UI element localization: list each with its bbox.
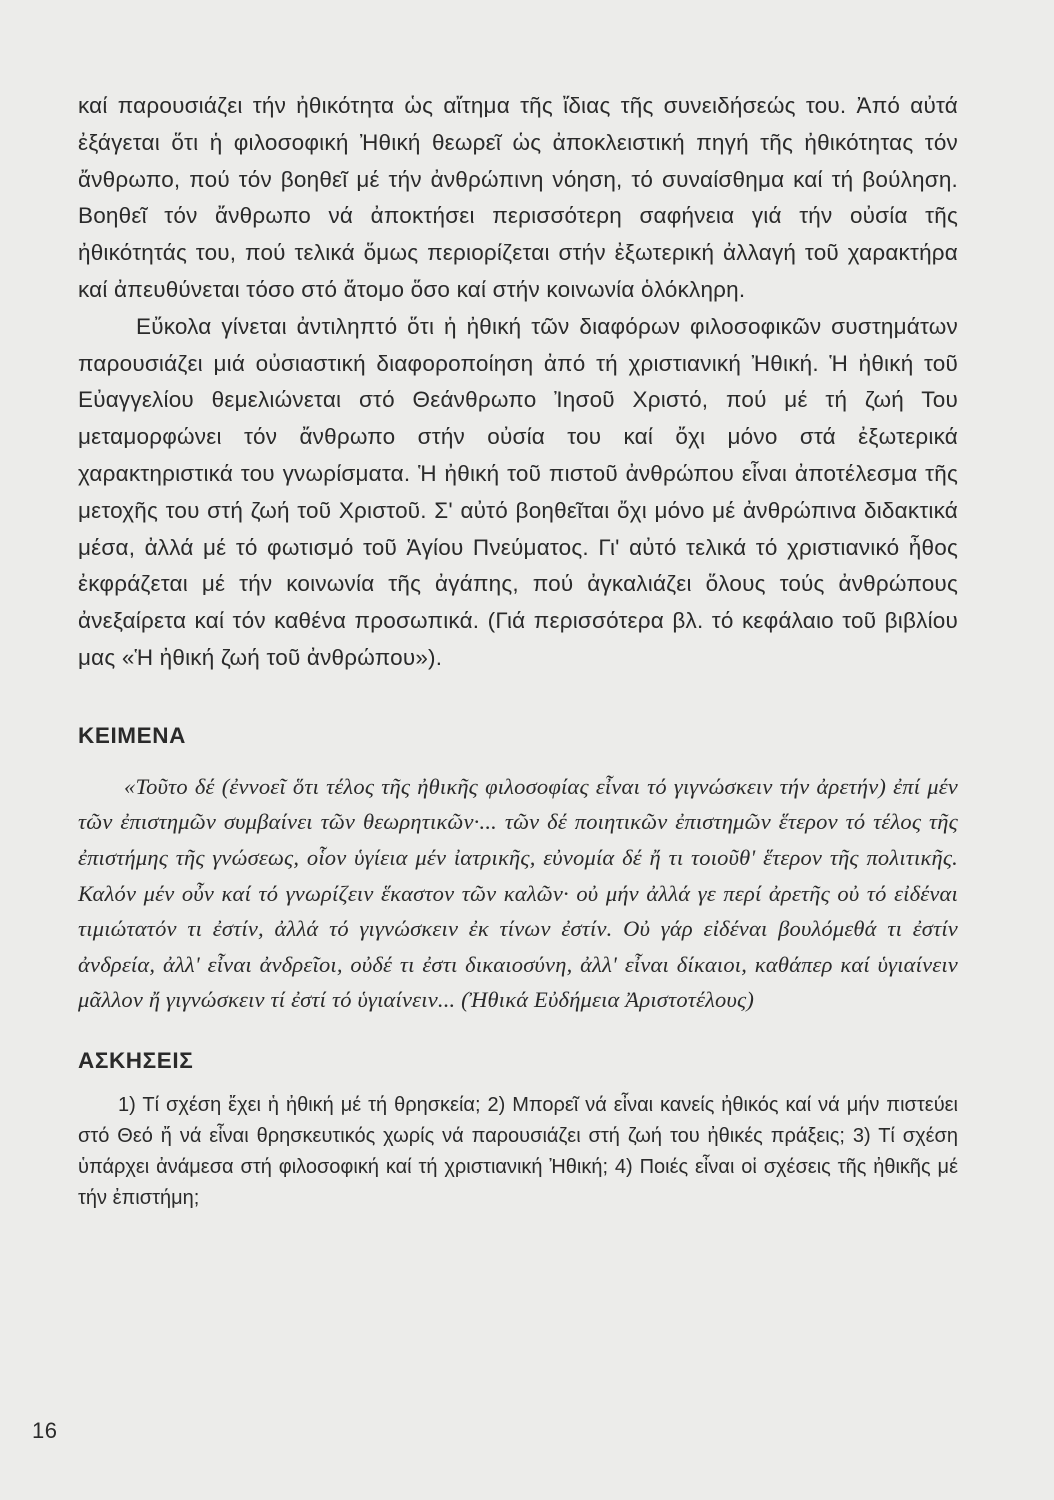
paragraph-ethics-philosophy: καί παρουσιάζει τήν ἠθικότητα ὡς αἴτημα τῆς ἴδιας τῆς συνειδήσεώς του. Ἀπό αὐτά ἐξάγεται ὅτι ἡ φιλοσοφική Ἠθική θεωρεῖ ὡς ἀποκλειστική πηγή τῆς ἠθικότητας τόν ἄνθρωπο, πού τόν βοηθεῖ μέ τήν ἀνθρώπινη νόηση, τό συναίσθημα καί τή βούληση. Βοηθεῖ τόν ἄνθρωπο νά ἀποκτήσει περισσότερη σαφήνεια γιά τήν οὐσία τῆς ἠθικότητάς του, πού τελικά ὅμως περιορίζεται στήν ἐξωτερική ἀλλαγή τοῦ χαρακτήρα καί ἀπευθύνεται τόσο στό ἄτομο ὅσο καί στήν κοινωνία ὁλόκληρη. bbox=[78, 93, 958, 302]
exercises-text: 1) Τί σχέση ἔχει ἡ ἠθική μέ τή θρησκεία; 2) Μπορεῖ νά εἶναι κανείς ἠθικός καί νά μήν πιστεύει στό Θεό ἤ νά εἶναι θρησκευτικός χωρίς νά παρουσιάζει στή ζωή του ἠθικές πράξεις; 3) Τί σχέση ὑπάρχει ἀνάμεσα στή φιλοσοφική καί τή χριστιανική Ἠθική; 4) Ποιές εἶναι οἱ σχέσεις τῆς ἠθικῆς μέ τήν ἐπιστήμη; bbox=[78, 1093, 958, 1209]
aristotle-quote: «Τοῦτο δέ (ἐννοεῖ ὅτι τέλος τῆς ἠθικῆς φιλοσοφίας εἶναι τό γιγνώσκειν τήν ἀρετήν) ἐπί μέν τῶν ἐπιστημῶν συμβαίνει τῶν θεωρητικῶν·... τῶν δέ ποιητικῶν ἐπιστημῶν ἕτερον τό τέλος τῆς ἐπιστήμης τῆς γνώσεως, οἷον ὑγίεια μέν ἰατρικῆς, εὐνομία δέ ἤ τι τοιοῦθ' ἕτερον τῆς πολιτικῆς. Καλόν μέν οὖν καί τό γνωρίζειν ἕκαστον τῶν καλῶν· οὐ μήν ἀλλά γε περί ἀρετῆς οὐ τό εἰδέναι τιμιώτατόν τι ἐστίν, ἀλλά τό γιγνώσκειν ἐκ τίνων ἐστίν. Οὐ γάρ εἰδέναι βουλόμεθά τι ἐστίν ἀνδρεία, ἀλλ' εἶναι ἀνδρεῖοι, οὐδέ τι ἐστι δικαιοσύνη, ἀλλ' εἶναι δίκαιοι, καθάπερ καί ὑγιαίνειν μᾶλλον ἤ γιγνώσκειν τί ἐστί τό ὑγιαίνειν... (Ἠθικά Εὐδήμεια Ἀριστοτέλους) bbox=[78, 773, 958, 1013]
page-content bbox=[78, 88, 958, 1214]
texts-heading: ΚΕΙΜΕΝΑ bbox=[78, 722, 186, 748]
page-number: 16 bbox=[32, 1418, 58, 1443]
paragraph-christian-ethics: Εὔκολα γίνεται ἀντιληπτό ὅτι ἡ ἠθική τῶν διαφόρων φιλοσοφικῶν συστημάτων παρουσιάζει μιά οὐσιαστική διαφοροποίηση ἀπό τή χριστιανική Ἠθική. Ἡ ἠθική τοῦ Εὐαγγελίου θεμελιώνεται στό Θεάνθρωπο Ἰησοῦ Χριστό, πού μέ τή ζωή Του μεταμορφώνει τόν ἄνθρωπο στήν οὐσία του καί ὄχι μόνο στά ἐξωτερικά χαρακτηριστικά του γνωρίσματα. Ἡ ἠθική τοῦ πιστοῦ ἀνθρώπου εἶναι ἀποτέλεσμα τῆς μετοχῆς του στή ζωή τοῦ Χριστοῦ. Σ' αὐτό βοηθεῖται ὄχι μόνο μέ ἀνθρώπινα διδακτικά μέσα, ἀλλά μέ τό φωτισμό τοῦ Ἁγίου Πνεύματος. Γι' αὐτό τελικά τό χριστιανικό ἦθος ἐκφράζεται μέ τήν κοινωνία τῆς ἀγάπης, πού ἀγκαλιάζει ὅλους τούς ἀνθρώπους ἀνεξαίρετα καί τόν καθένα προσωπικά. (Γιά περισσότερα βλ. τό κεφάλαιο τοῦ βιβλίου μας «Ἡ ἠθική ζωή τοῦ ἀνθρώπου»). bbox=[78, 313, 958, 670]
exercises-heading: ΑΣΚΗΣΕΙΣ bbox=[78, 1047, 194, 1073]
